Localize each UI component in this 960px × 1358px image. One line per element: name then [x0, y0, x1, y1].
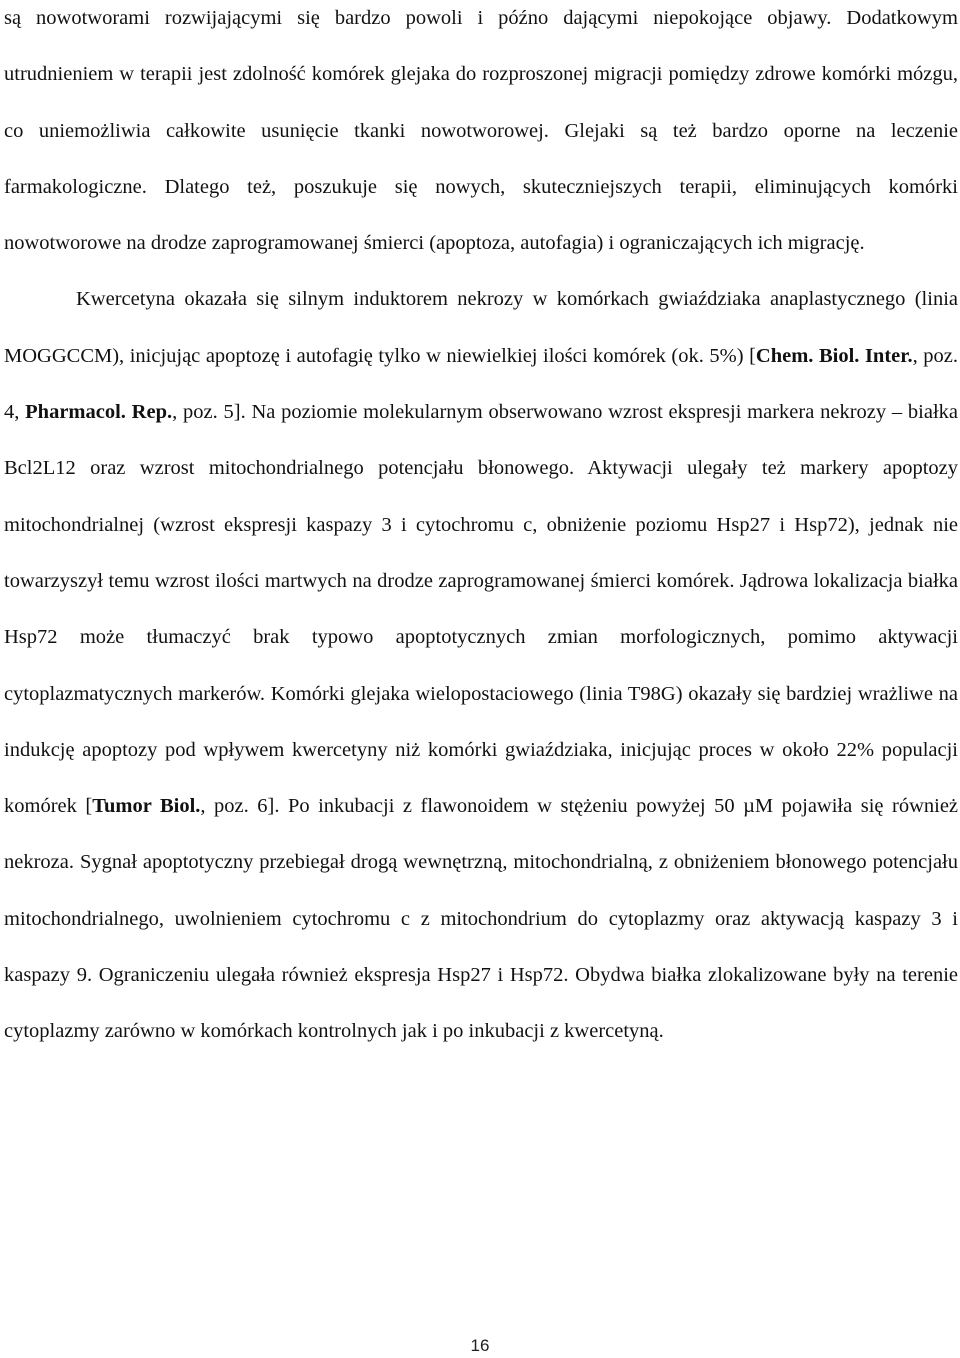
paragraph-1 — [4, 0, 958, 271]
body-text — [4, 0, 958, 1060]
citation-journal: Pharmacol. Rep. — [25, 401, 173, 424]
paragraph-2 — [4, 271, 958, 1059]
paragraph-1-text: są nowotworami rozwijającymi się bardzo powoli i późno dającymi niepokojące objawy. Dodatkowym utrudnieniem w terapii jest zdolność komórek glejaka do rozproszonej migracji pomiędzy zdrowe komórki mózgu, co uniemożliwia całkowite usunięcie tkanki nowotworowej. Glejaki są też bardzo oporne na leczenie farmakologiczne. Dlatego też, poszukuje się nowych, skuteczniejszych terapii, eliminujących komórki nowotworowe na drodze zaprogramowanej śmierci (apoptoza, autofagia) i ograniczających ich migrację. — [4, 7, 958, 255]
citation-journal: Chem. Biol. Inter. — [755, 344, 913, 367]
paragraph-2-text: , poz. 5]. Na poziomie molekularnym obserwowano wzrost ekspresji markera nekrozy – białka Bcl2L12 oraz wzrost mitochondrialnego potencjału błonowego. Aktywacji ulegały też markery apoptozy mitochondrialnej (wzrost ekspresji kaspazy 3 i cytochromu c, obniżenie poziomu Hsp27 i Hsp72), jednak nie towarzyszył temu wzrost ilości martwych na drodze zaprogramowanej śmierci komórek. Jądrowa lokalizacja białka Hsp72 może tłumaczyć brak typowo apoptotycznych zmian morfologicznych, pomimo aktywacji cytoplazmatycznych markerów. Komórki glejaka wielopostaciowego (linia T98G) okazały się bardziej wrażliwe na indukcję apoptozy pod wpływem kwercetyny niż komórki gwiaździaka, inicjując proces w około 22% populacji komórek [ — [4, 401, 958, 818]
paragraph-2-text: , poz. 6]. Po inkubacji z flawonoidem w stężeniu powyżej 50 µM pojawiła się również nekroza. Sygnał apoptotyczny przebiegał drogą wewnętrzną, mitochondrialną, z obniżeniem błonowego potencjału mitochondrialnego, uwolnieniem cytochromu c z mitochondrium do cytoplazmy oraz aktywacją kaspazy 3 i kaspazy 9. Ograniczeniu ulegała również ekspresja Hsp27 i Hsp72. Obydwa białka zlokalizowane były na terenie cytoplazmy zarówno w komórkach kontrolnych jak i po inkubacji z kwercetyną. — [4, 795, 959, 1043]
citation-journal: Tumor Biol. — [92, 795, 201, 818]
page-number: 16 — [470, 1336, 490, 1355]
paragraph-2-text: Kwercetyna okazała się silnym induktorem nekrozy w komórkach gwiaździaka anaplastycznego (linia MOGGCCM), inicjując apoptozę i autofagię tylko w niewielkiej ilości komórek (ok. 5%) [ — [4, 288, 958, 367]
citation-text: , poz. 4, — [4, 344, 958, 424]
